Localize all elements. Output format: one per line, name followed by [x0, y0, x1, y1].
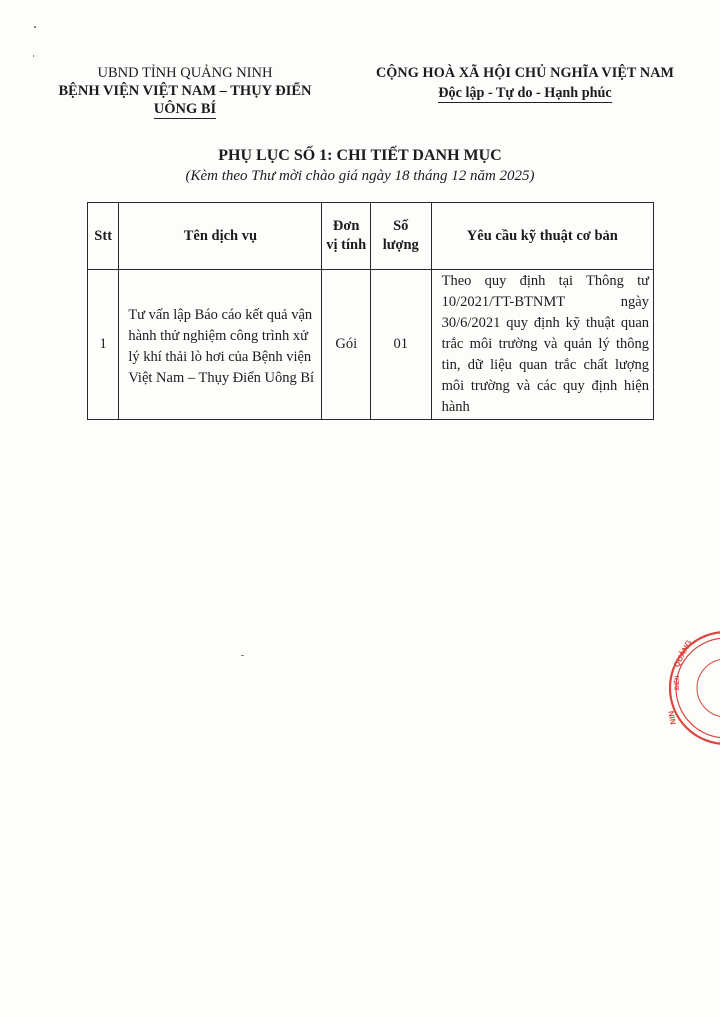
header-unit	[322, 203, 371, 270]
header-requirements: Yêu cầu kỹ thuật cơ bản	[431, 203, 653, 270]
scan-speck	[33, 55, 34, 57]
cell-unit: Gói	[322, 270, 371, 420]
item-table	[87, 202, 654, 420]
table-header-row	[88, 203, 654, 270]
header-service: Tên dịch vụ	[119, 203, 322, 270]
header-stt: Stt	[88, 203, 119, 270]
cell-service-text: Tư vấn lập Báo cáo kết quả vận hành thử nghiệm công trình xử lý khí thải lò hơi của Bệnh viện Việt Nam – Thụy Điển Uông Bí	[128, 307, 315, 386]
svg-text:NIN: NIN	[666, 710, 678, 726]
cell-quantity: 01	[370, 270, 431, 420]
document-subtitle: (Kèm theo Thư mời chào giá ngày 18 tháng 12 năm 2025)	[185, 168, 535, 184]
cell-requirements-text: Theo quy định tại Thông tư 10/2021/TT-BTNMT ngày 30/6/2021 quy định kỹ thuật quan trắc môi trường và quản lý thông tin, dữ liệu quan trắc chất lượng môi trường và các quy định hiện hành	[441, 273, 649, 415]
header-unit-label: Đơn vị tính	[326, 218, 367, 253]
cell-stt: 1	[88, 270, 119, 420]
table-row	[88, 270, 654, 420]
svg-text:QUẢNG: QUẢNG	[671, 638, 694, 669]
header-quantity-label: Số lượng	[382, 218, 419, 253]
document-title: PHỤ LỤC SỐ 1: CHI TIẾT DANH MỤC	[218, 147, 502, 164]
scan-speck	[34, 26, 36, 28]
cell-requirements	[431, 270, 653, 420]
agency-parent: UBND TỈNH QUẢNG NINH	[97, 65, 273, 81]
official-seal-stamp	[648, 628, 720, 748]
national-title: CỘNG HOÀ XÃ HỘI CHỦ NGHĨA VIỆT NAM	[375, 65, 675, 81]
national-motto-block	[355, 63, 695, 103]
issuing-agency-block	[40, 64, 330, 119]
header-quantity	[370, 203, 431, 270]
agency-name: BỆNH VIỆN VIỆT NAM – THỤY ĐIỂN	[58, 83, 312, 99]
svg-text:ĐIỂN: ĐIỂN	[675, 675, 681, 690]
national-motto: Độc lập - Tự do - Hạnh phúc	[438, 85, 612, 101]
cell-service	[119, 270, 322, 420]
scan-speck	[241, 655, 244, 656]
agency-name-cont: UÔNG BÍ	[153, 101, 217, 117]
